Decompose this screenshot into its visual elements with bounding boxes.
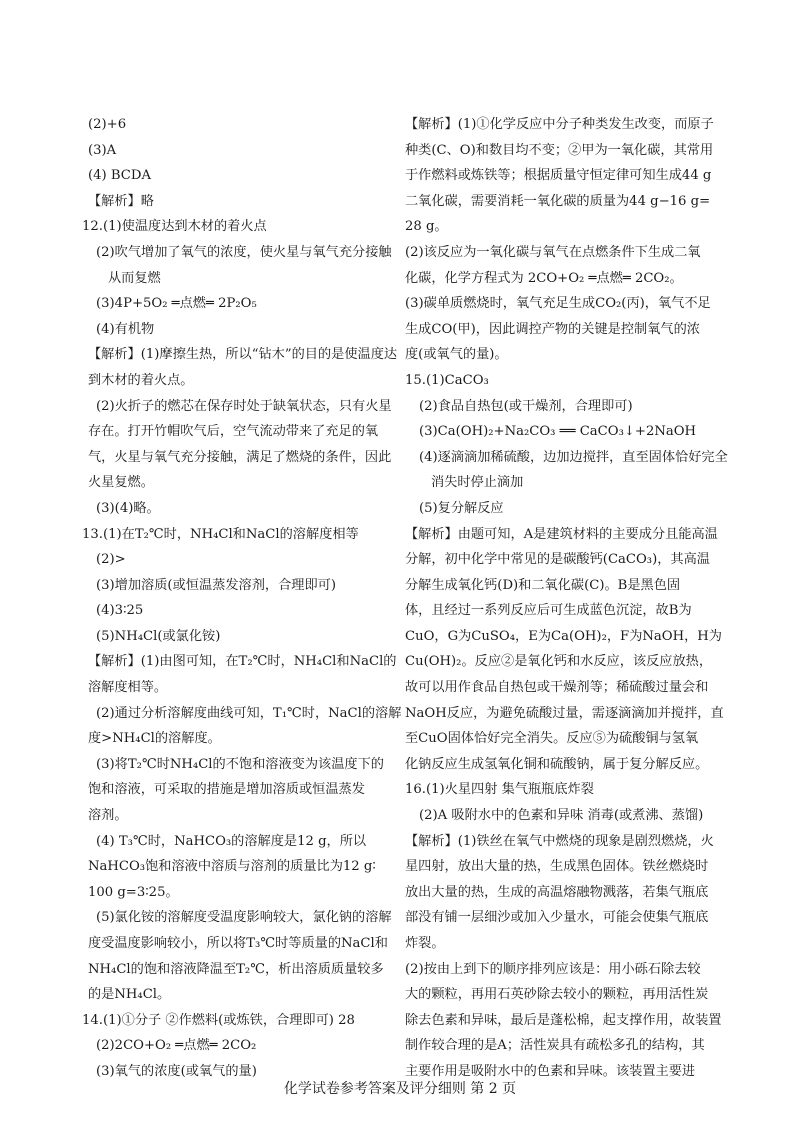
left-column-line: 饱和溶液，可采取的措施是增加溶质或恒温蒸发 (88, 782, 365, 798)
right-column-line: 至CuO固体恰好完全消失。反应⑤为硫酸铜与氢氧 (405, 731, 699, 747)
right-column-line: CuO，G为CuSO₄，E为Ca(OH)₂，F为NaOH，H为 (405, 628, 722, 644)
left-column-line: (3)A (88, 142, 117, 158)
left-column-line: 到木材的着火点。 (88, 372, 194, 388)
left-column-line: (5)NH₄Cl(或氯化铵) (96, 628, 221, 644)
right-column-line: 【解析】由题可知，A是建筑材料的主要成分且能高温 (405, 526, 718, 542)
left-column-line: (3)(4)略。 (96, 500, 160, 516)
right-column-line: 化钠反应生成氢氧化铜和硫酸钠，属于复分解反应。 (405, 756, 709, 772)
left-column-line: 【解析】(1)由图可知，在T₂℃时，NH₄Cl和NaCl的 (88, 654, 397, 670)
left-column-line: (3)将T₂℃时NH₄Cl的不饱和溶液变为该温度下的 (96, 756, 384, 772)
left-column-line: 【解析】(1)摩擦生热，所以“钻木”的目的是使温度达 (88, 347, 398, 363)
page-footer: 化学试卷参考答案及评分细则 第 2 页 (283, 1081, 517, 1097)
right-column-line: 于作燃料或炼铁等；根据质量守恒定律可知生成44 g (405, 168, 712, 184)
right-column (405, 112, 745, 1085)
right-column-line: (2)A 吸附水中的色素和异味 消毒(或煮沸、蒸馏) (419, 808, 704, 824)
left-column-line: (4) T₃℃时，NaHCO₃的溶解度是12 g，所以 (96, 833, 367, 849)
left-column-line: 度受温度影响较小，所以将T₃℃时等质量的NaCl和 (88, 936, 388, 951)
left-column-line: (5)氯化铵的溶解度受温度影响较大，氯化钠的溶解 (96, 910, 392, 926)
right-column-line: 主要作用是吸附水中的色素和异味。该装置主要进 (405, 1063, 696, 1079)
left-column-line: (2)+6 (88, 117, 127, 132)
left-column-line: (2)吹气增加了氧气的浓度，使火星与氧气充分接触 (96, 244, 392, 260)
left-column-line: (4)3∶25 (96, 603, 144, 619)
left-column-line: 从而复燃 (108, 270, 161, 286)
right-column-line: 体，且经过一系列反应后可生成蓝色沉淀，故B为 (405, 603, 692, 619)
right-column-line: (2)该反应为一氧化碳与氧气在点燃条件下生成二氧 (405, 244, 701, 260)
right-column-line: 放出大量的热，生成的高温熔融物溅落，若集气瓶底 (405, 884, 709, 900)
right-column-line: 消失时停止滴加 (431, 475, 524, 491)
right-column-line: 除去色素和异味，最后是蓬松棉，起支撑作用，故装置 (405, 1012, 722, 1028)
right-column-line: 大的颗粒，再用石英砂除去较小的颗粒，再用活性炭 (405, 987, 709, 1003)
left-column-line: 火星复燃。 (88, 475, 154, 491)
right-column-line: 星四射，放出大量的热，生成黑色固体。铁丝燃烧时 (405, 859, 709, 875)
left-column-line: 100 g=3∶25。 (88, 884, 179, 900)
right-column-line: (3)碳单质燃烧时，氧气充足生成CO₂(丙)，氧气不足 (405, 296, 711, 312)
left-column-line: NaHCO₃饱和溶液中溶质与溶剂的质量比为12 g∶ (88, 859, 376, 875)
right-column-line: (5)复分解反应 (419, 500, 504, 516)
right-column-line: 部没有铺一层细沙或加入少量水，可能会使集气瓶底 (405, 910, 709, 926)
left-column-line: (4)有机物 (96, 321, 155, 337)
right-column-line: 分解生成氧化钙(D)和二氧化碳(C)。B是黑色固 (405, 577, 681, 593)
left-column-line: (2)通过分析溶解度曲线可知，T₁℃时，NaCl的溶解 (96, 705, 402, 721)
left-column-line: (3)4P+5O₂ ═点燃═ 2P₂O₅ (96, 296, 257, 312)
right-column-line: 度(或氧气的量)。 (405, 347, 508, 363)
right-column-line: Cu(OH)₂。反应②是氧化钙和水反应，该反应放热， (405, 654, 713, 670)
left-column-line: 气，火星与氧气充分接触，满足了燃烧的条件，因此 (88, 449, 392, 465)
left-column-line: NH₄Cl的饱和溶液降温至T₂℃，析出溶质质量较多 (88, 961, 384, 977)
right-column-line: (3)Ca(OH)₂+Na₂CO₃ ══ CaCO₃↓+2NaOH (419, 424, 697, 440)
right-column-line: (2)食品自热包(或干燥剂，合理即可) (419, 398, 633, 414)
right-column-line: 种类(C、O)和数目均不变；②甲为一氧化碳，其常用 (405, 142, 714, 158)
right-column-line: NaOH反应，为避免硫酸过量，需逐滴滴加并搅拌，直 (405, 705, 724, 721)
right-column-line: (4)逐滴滴加稀硫酸，边加边搅拌，直至固体恰好完全 (419, 449, 728, 465)
left-column-line: (4) BCDA (88, 168, 151, 184)
left-column-line: (3)增加溶质(或恒温蒸发溶剂，合理即可) (96, 577, 336, 593)
right-column-line: (2)按由上到下的顺序排列应该是：用小砾石除去较 (405, 961, 701, 977)
right-column-line: 15.(1)CaCO₃ (405, 372, 489, 388)
right-column-line: 制作较合理的是A；活性炭具有疏松多孔的结构，其 (405, 1038, 705, 1054)
left-column-line: 存在。打开竹帽吹气后，空气流动带来了充足的氧 (88, 424, 379, 440)
left-column-line: (3)氧气的浓度(或氧气的量) (96, 1063, 257, 1079)
left-column-line: 的是NH₄Cl。 (88, 987, 171, 1003)
left-column-line: 13.(1)在T₂℃时，NH₄Cl和NaCl的溶解度相等 (82, 526, 359, 542)
right-column-line: 炸裂。 (405, 936, 445, 951)
right-column-line: 分解，初中化学中常见的是碳酸钙(CaCO₃)，其高温 (405, 552, 710, 568)
left-column-line: 溶解度相等。 (88, 680, 168, 696)
left-column-line: (2)> (96, 552, 126, 568)
right-column-line: 生成CO(甲)，因此调控产物的关键是控制氧气的浓 (405, 321, 700, 337)
right-column-line: 化碳，化学方程式为 2CO+O₂ ═点燃═ 2CO₂。 (405, 270, 683, 286)
left-column-line: 【解析】略 (88, 193, 154, 209)
left-column-line: (2)2CO+O₂ ═点燃═ 2CO₂ (96, 1038, 257, 1054)
left-column-line: (2)火折子的燃芯在保存时处于缺氧状态，只有火星 (96, 398, 392, 414)
right-column-line: 【解析】(1)①化学反应中分子种类发生改变，而原子 (405, 117, 714, 132)
left-column-line: 度>NH₄Cl的溶解度。 (88, 731, 221, 747)
right-column-line: 16.(1)火星四射 集气瓶瓶底炸裂 (405, 782, 594, 798)
right-column-line: 二氧化碳，需要消耗一氧化碳的质量为44 g−16 g= (405, 193, 711, 209)
left-column-line: 12.(1)使温度达到木材的着火点 (82, 219, 267, 235)
right-column-line: 故可以用作食品自热包或干燥剂等；稀硫酸过量会和 (405, 680, 709, 696)
right-column-line: 【解析】(1)铁丝在氧气中燃烧的现象是剧烈燃烧，火 (405, 833, 714, 849)
left-column-line: 溶剂。 (88, 808, 128, 824)
left-column-line: 14.(1)①分子 ②作燃料(或炼铁，合理即可) 28 (82, 1012, 355, 1028)
right-column-line: 28 g。 (405, 219, 448, 235)
left-column (82, 112, 402, 1085)
